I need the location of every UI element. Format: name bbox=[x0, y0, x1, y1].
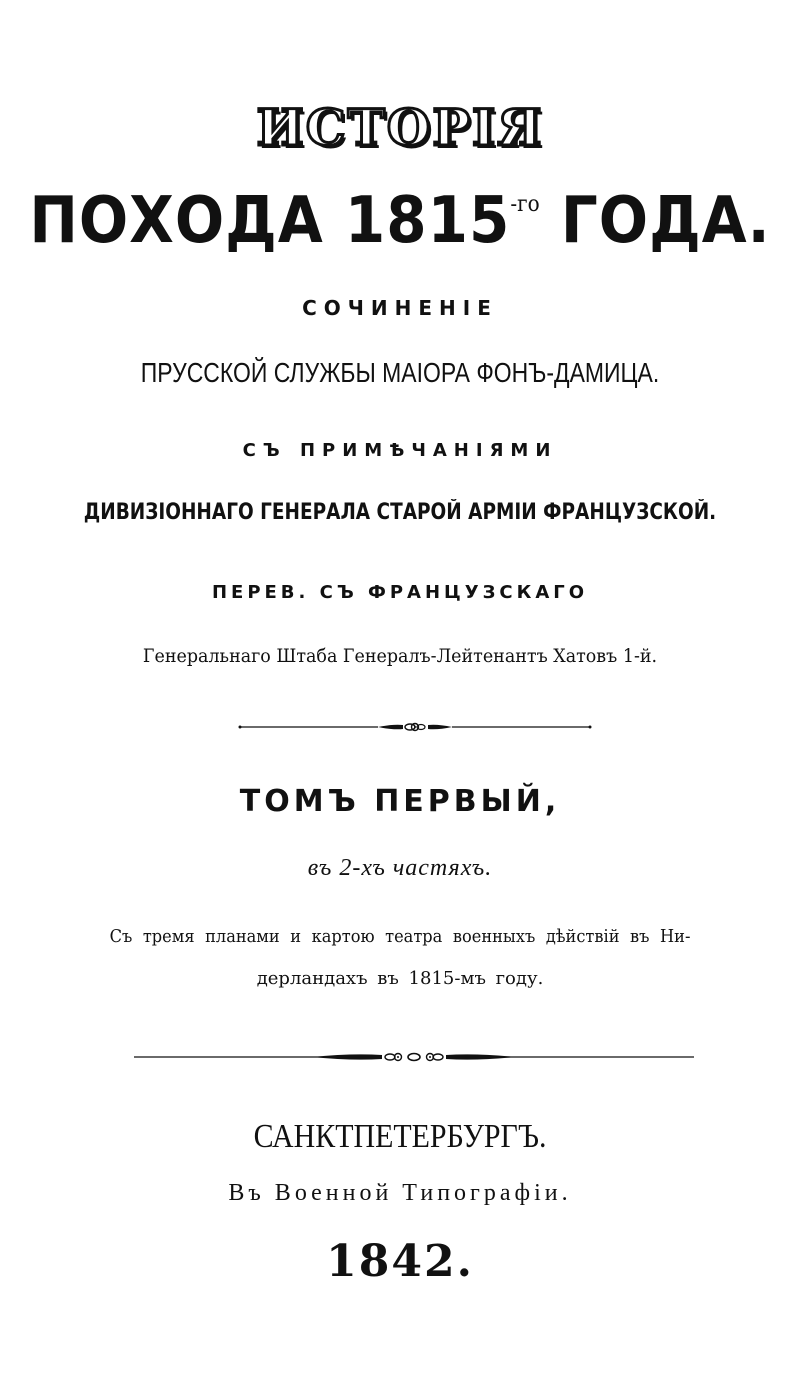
title-line-2-superscript: -го bbox=[510, 190, 540, 217]
title-line-2-main: ПОХОДА 1815 bbox=[29, 182, 511, 258]
plans-line-2: дерландахъ въ 1815-мъ году. bbox=[256, 968, 544, 989]
title-line-1: ИСТОРІЯ bbox=[256, 98, 544, 157]
notes-label: СЪ ПРИМѢЧАНІЯМИ bbox=[242, 440, 558, 461]
author-line: ПРУССКОЙ СЛУЖБЫ МАІОРА ФОНЪ-ДАМИЦА. bbox=[140, 357, 660, 388]
ornamental-rule-top bbox=[238, 722, 592, 732]
translator-line: Генеральнаго Штаба Генералъ-Лейтенантъ Хатовъ 1-й. bbox=[142, 645, 658, 667]
plans-line-1: Съ тремя планами и картою театра военныхъ дѣйствій въ Ни- bbox=[109, 926, 691, 947]
title-line-2 bbox=[0, 183, 800, 258]
translated-from-line: ПЕРЕВ. СЪ ФРАНЦУЗСКАГО bbox=[211, 582, 589, 603]
title-line-2-end: ГОДА. bbox=[539, 182, 771, 258]
volume-line: ТОМЪ ПЕРВЫЙ, bbox=[239, 784, 561, 819]
press-line: Въ Военной Типографіи. bbox=[228, 1180, 572, 1206]
work-label: СОЧИНЕНІЕ bbox=[302, 296, 498, 320]
year-line: 1842. bbox=[326, 1236, 474, 1287]
city-line: САНКТПЕТЕРБУРГЪ. bbox=[253, 1118, 547, 1155]
notes-author-line: ДИВИЗІОННАГО ГЕНЕРАЛА СТАРОЙ АРМІИ ФРАНЦУЗСКОЙ. bbox=[83, 500, 717, 525]
parts-line: въ 2-хъ частяхъ. bbox=[307, 855, 493, 881]
ornamental-rule-bottom bbox=[132, 1052, 696, 1062]
